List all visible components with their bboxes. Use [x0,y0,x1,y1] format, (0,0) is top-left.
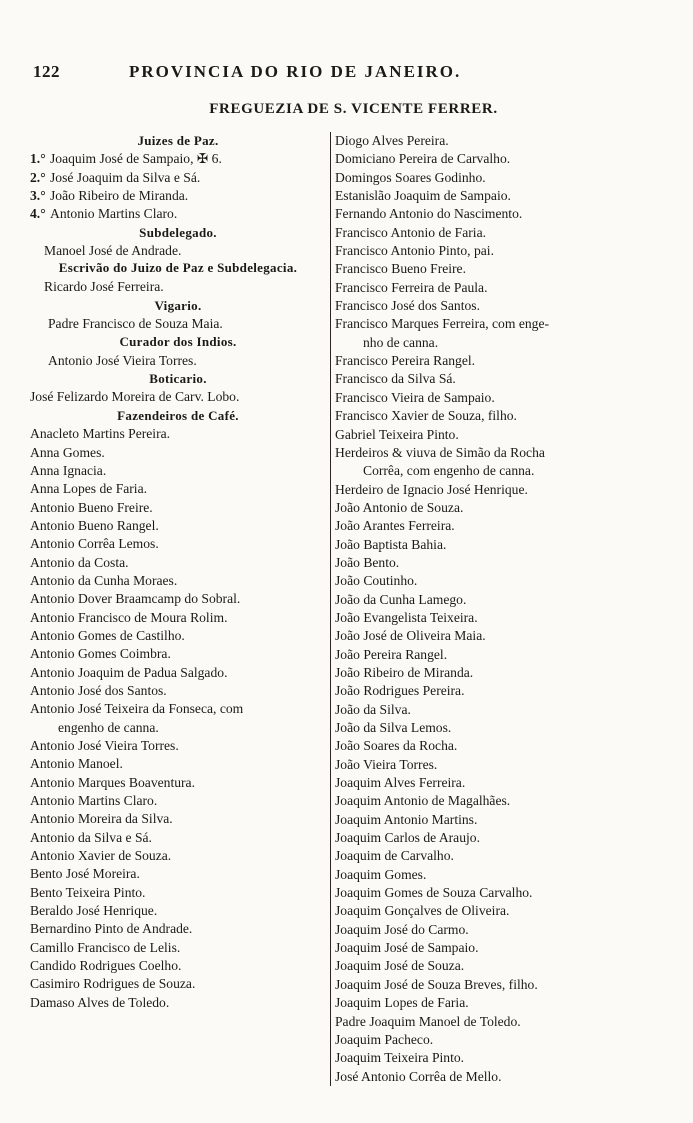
juiz-entry [30,205,326,223]
juiz-name: João Ribeiro de Miranda. [50,188,189,204]
subdelegado-heading: Subdelegado. [139,224,217,240]
juiz-entry [30,169,326,187]
fazendeiro-entry: Diogo Alves Pereira. [335,133,449,148]
fazendeiro-entry: João Coutinho. [335,573,418,589]
section-title: FREGUEZIA DE S. VICENTE FERRER. [209,101,498,117]
fazendeiro-entry: Antonio da Costa. [30,554,129,570]
fazendeiro-entry: João Evangelista Teixeira. [335,609,478,625]
fazendeiro-entry: Gabriel Teixeira Pinto. [335,426,459,442]
fazendeiro-entry: Antonio Xavier de Souza. [30,848,172,864]
fazendeiro-entry: Francisco Vieira de Sampaio. [335,389,495,405]
fazendeiro-entry: João Antonio de Souza. [335,499,464,515]
fazendeiro-entry: José Antonio Corrêa de Mello. [335,1068,502,1084]
fazendeiro-entry: Corrêa, com engenho de canna. [363,463,535,479]
fazendeiro-entry: Herdeiros & viuva de Simão da Rocha [335,444,545,460]
fazendeiro-entry: João da Cunha Lamego. [335,591,467,607]
juizes-list [30,150,326,223]
fazendeiro-entry: nho de canna. [363,334,439,350]
curador-heading: Curador dos Indios. [119,334,237,350]
juiz-name: Antonio Martins Claro. [50,206,178,222]
fazendeiro-entry: Antonio Martins Claro. [30,793,158,809]
fazendeiro-entry: Antonio Gomes de Castilho. [30,627,185,643]
juiz-ordinal: 3.° [30,188,46,204]
fazendeiro-entry: Bernardino Pinto de Andrade. [30,921,193,937]
fazendeiros-heading: Fazendeiros de Café. [117,407,239,423]
juiz-ordinal: 1.° [30,151,46,167]
fazendeiro-entry: Francisco Antonio Pinto, pai. [335,243,494,259]
fazendeiro-entry: Camillo Francisco de Lelis. [30,939,181,955]
fazendeiro-entry: Anna Lopes de Faria. [30,481,148,497]
fazendeiro-entry: Francisco Ferreira de Paula. [335,279,488,295]
fazendeiro-entry: Joaquim Lopes de Faria. [335,995,469,1011]
fazendeiro-entry: Joaquim Gomes. [335,866,427,882]
juiz-ordinal: 4.° [30,206,46,222]
fazendeiro-entry: Damaso Alves de Toledo. [30,994,170,1010]
fazendeiro-entry: João Soares da Rocha. [335,738,458,754]
fazendeiro-entry: Joaquim José de Souza Breves, filho. [335,976,538,992]
fazendeiro-entry: Fernando Antonio do Nascimento. [335,206,523,222]
fazendeiro-entry: Herdeiro de Ignacio José Henrique. [335,481,528,497]
subdelegado-name: Manoel José de Andrade. [44,243,182,259]
fazendeiro-entry: João José de Oliveira Maia. [335,628,486,644]
juiz-entry [30,187,326,205]
fazendeiro-entry: Francisco Bueno Freire. [335,261,466,277]
fazendeiro-entry: Antonio José dos Santos. [30,682,167,698]
fazendeiro-entry: Francisco Antonio de Faria. [335,224,487,240]
fazendeiro-entry: Joaquim Pacheco. [335,1031,434,1047]
fazendeiro-entry: Francisco Xavier de Souza, filho. [335,408,517,424]
fazendeiro-entry: Estanislão Joaquim de Sampaio. [335,188,511,204]
fazendeiro-entry: Francisco José dos Santos. [335,298,480,314]
boticario-heading: Boticario. [149,371,207,387]
fazendeiro-entry: Joaquim José do Carmo. [335,921,469,937]
fazendeiro-entry: Antonio da Silva e Sá. [30,829,152,845]
fazendeiro-entry: engenho de canna. [58,719,159,735]
juiz-ordinal: 2.° [30,169,46,185]
escrivao-heading: Escrivão do Juizo de Paz e Subdelegacia. [58,260,298,276]
fazendeiro-entry: Joaquim Teixeira Pinto. [335,1050,465,1066]
left-column [30,132,326,1012]
fazendeiro-entry: Antonio Corrêa Lemos. [30,536,159,552]
running-head: PROVINCIA DO RIO DE JANEIRO. [129,62,462,81]
fazendeiro-entry: Candido Rodrigues Coelho. [30,958,182,974]
fazendeiro-entry: Joaquim Carlos de Araujo. [335,830,480,846]
boticario-name: José Felizardo Moreira de Carv. Lobo. [30,389,240,405]
right-column [330,132,635,1086]
fazendeiro-entry: Anna Ignacia. [30,462,107,478]
page-number: 122 [33,62,60,81]
juiz-name: Joaquim José de Sampaio, ✠ 6. [50,151,222,167]
fazendeiro-entry: Joaquim de Carvalho. [335,848,454,864]
vigario-name: Padre Francisco de Souza Maia. [48,316,223,332]
fazendeiro-entry: Antonio Bueno Rangel. [30,517,159,533]
fazendeiro-entry: João Arantes Ferreira. [335,518,455,534]
fazendeiro-entry: João Vieira Torres. [335,756,438,772]
fazendeiro-entry: Antonio José Teixeira da Fonseca, com [30,701,244,717]
fazendeiro-entry: Antonio Marques Boaventura. [30,774,195,790]
fazendeiro-entry: Antonio Joaquim de Padua Salgado. [30,664,228,680]
curador-name: Antonio José Vieira Torres. [48,352,197,368]
fazendeiro-entry: Anacleto Martins Pereira. [30,426,171,442]
escrivao-name: Ricardo José Ferreira. [44,279,164,295]
fazendeiro-entry: Beraldo José Henrique. [30,903,158,919]
fazendeiro-entry: Joaquim Antonio de Magalhães. [335,793,511,809]
fazendeiro-entry: Antonio da Cunha Moraes. [30,572,178,588]
fazendeiro-entry: Joaquim Gomes de Souza Carvalho. [335,885,533,901]
fazendeiro-entry: Francisco Pereira Rangel. [335,353,476,369]
juiz-entry [30,150,326,168]
fazendeiros-list [30,425,326,1012]
page-header [33,62,653,86]
fazendeiro-entry: Antonio Moreira da Silva. [30,811,173,827]
fazendeiro-entry: João Ribeiro de Miranda. [335,664,474,680]
fazendeiro-entry: Francisco da Silva Sá. [335,371,456,387]
fazendeiro-entry: Antonio José Vieira Torres. [30,738,179,753]
fazendeiro-entry: João Baptista Bahia. [335,536,447,552]
fazendeiro-entry: Domingos Soares Godinho. [335,169,486,185]
fazendeiro-entry: Anna Gomes. [30,444,105,460]
fazendeiro-entry: Antonio Dover Braamcamp do Sobral. [30,591,241,607]
fazendeiro-entry: Antonio Bueno Freire. [30,499,153,515]
vigario-heading: Vigario. [154,297,202,313]
juiz-name: José Joaquim da Silva e Sá. [50,169,201,185]
fazendeiro-entry: Bento Teixeira Pinto. [30,884,146,900]
fazendeiro-entry: Bento José Moreira. [30,866,140,882]
fazendeiro-entry: João Bento. [335,554,400,570]
fazendeiro-entry: João Pereira Rangel. [335,646,448,662]
fazendeiro-entry: Antonio Gomes Coimbra. [30,646,171,662]
fazendeiro-entry: Joaquim Gonçalves de Oliveira. [335,903,510,919]
fazendeiro-entry: Joaquim Alves Ferreira. [335,775,466,791]
fazendeiro-entry: Joaquim José de Souza. [335,958,465,974]
fazendeiro-entry: Joaquim Antonio Martins. [335,811,478,827]
fazendeiro-entry: Antonio Francisco de Moura Rolim. [30,609,228,625]
fazendeiro-entry: Padre Joaquim Manoel de Toledo. [335,1013,521,1029]
fazendeiro-entry: Joaquim José de Sampaio. [335,940,479,956]
fazendeiro-entry: João da Silva. [335,701,411,717]
fazendeiro-entry: João da Silva Lemos. [335,720,452,735]
fazendeiro-entry: Antonio Manoel. [30,756,123,772]
fazendeiro-entry: Casimiro Rodrigues de Souza. [30,976,196,992]
fazendeiro-entry: Domiciano Pereira de Carvalho. [335,151,511,167]
fazendeiro-entry: Francisco Marques Ferreira, com enge- [335,316,550,332]
fazendeiro-entry: João Rodrigues Pereira. [335,683,465,699]
juizes-heading: Juizes de Paz. [137,133,219,148]
